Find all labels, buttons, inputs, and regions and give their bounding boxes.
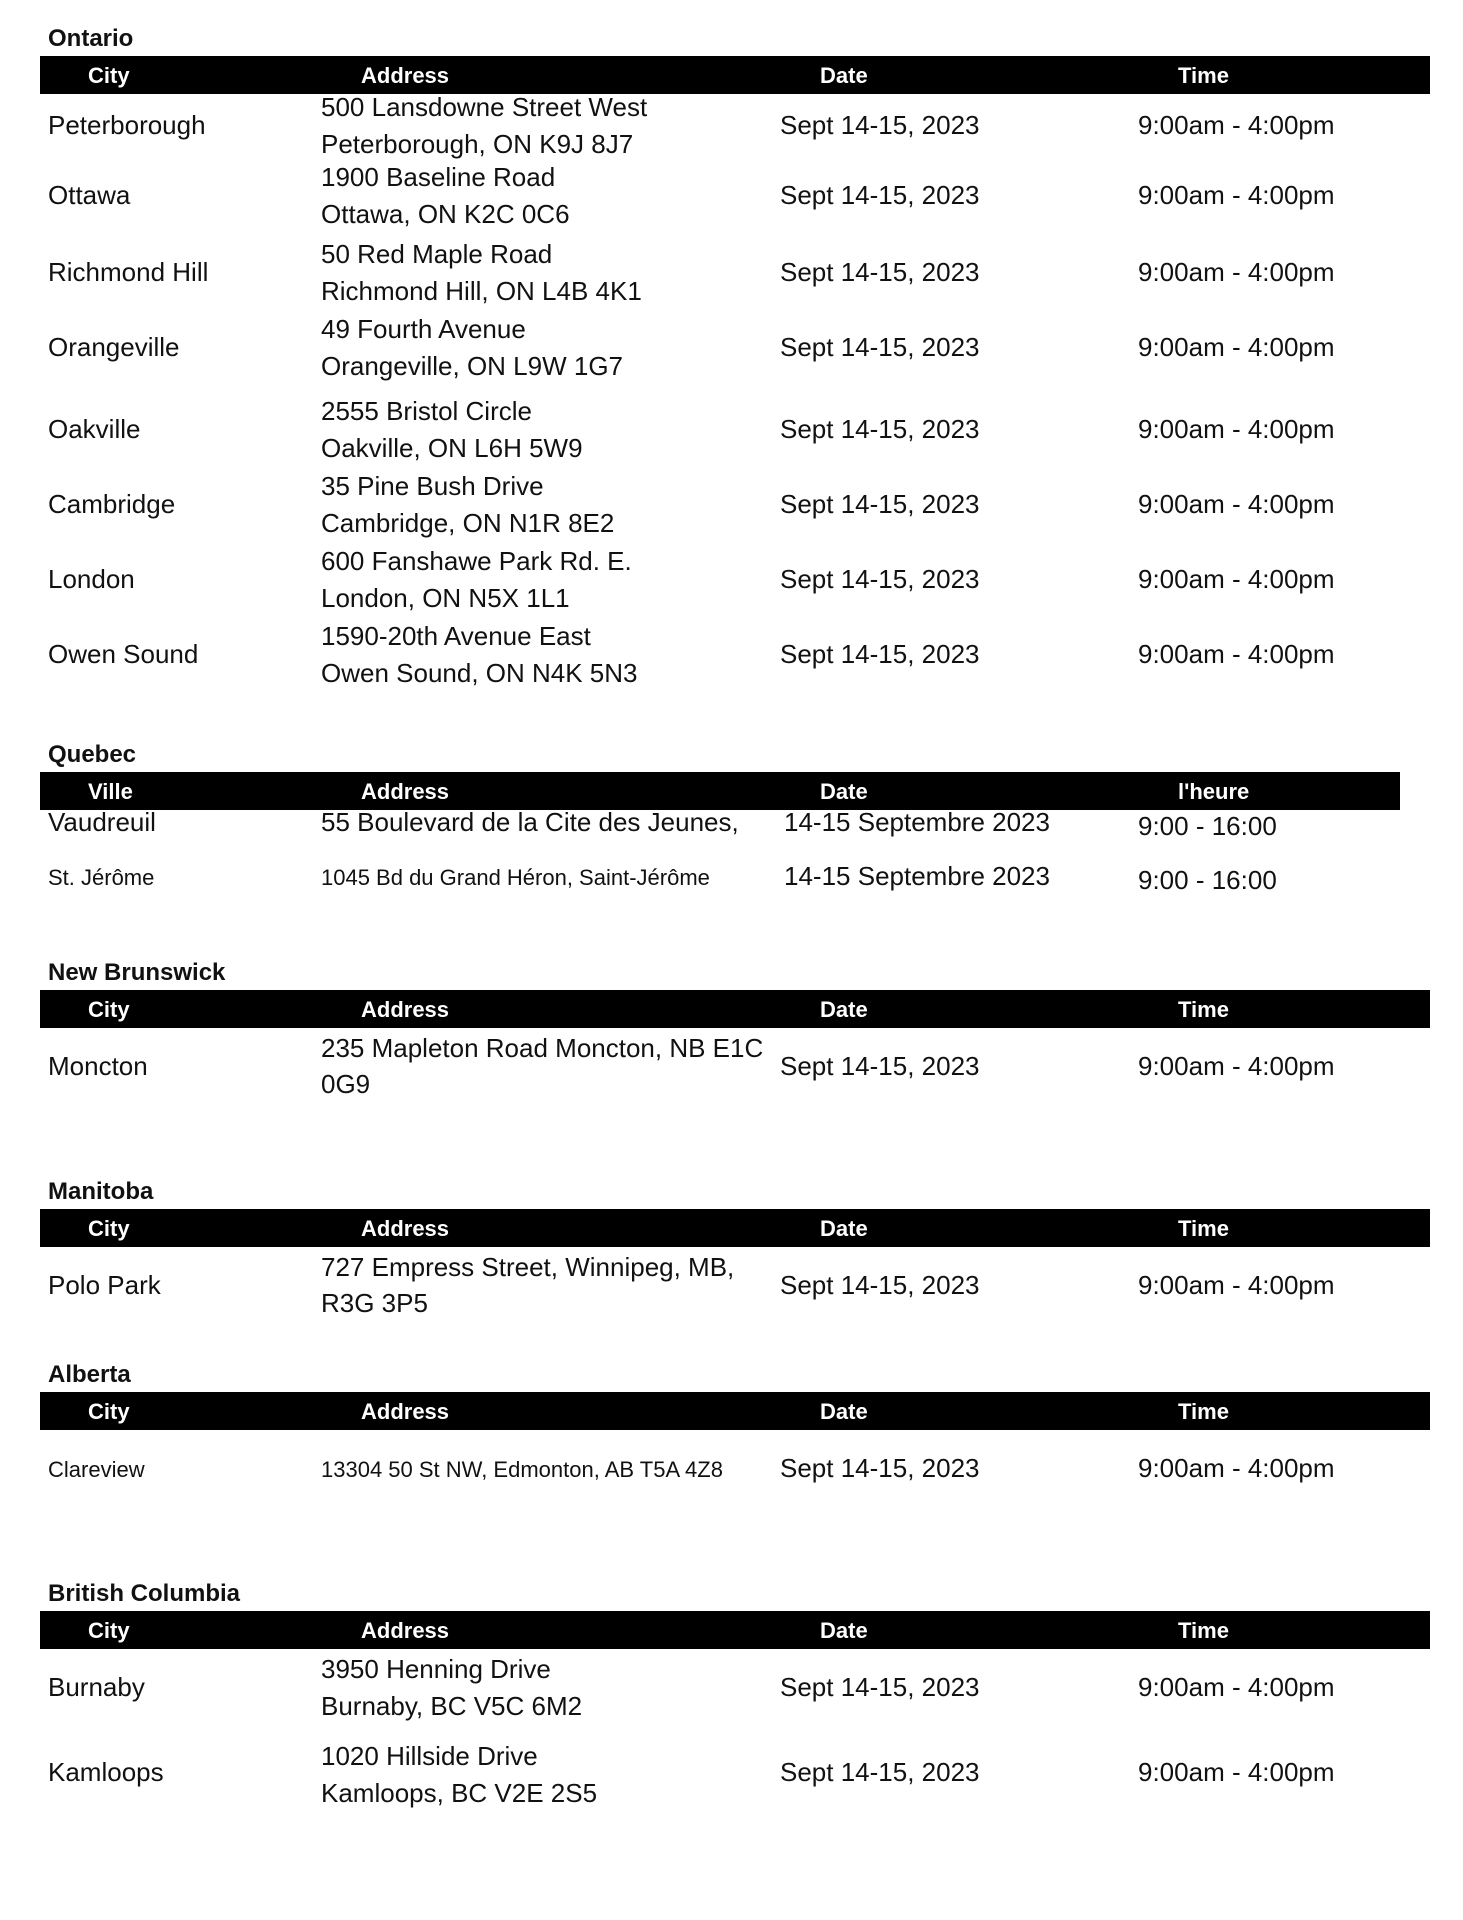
header-time: Time bbox=[1178, 1618, 1229, 1643]
time-cell: 9:00am - 4:00pm bbox=[1138, 1453, 1335, 1483]
address-line-1: 600 Fanshawe Park Rd. E. bbox=[321, 546, 632, 576]
time-cell: 9:00am - 4:00pm bbox=[1138, 489, 1335, 519]
date-cell: Sept 14-15, 2023 bbox=[780, 1270, 980, 1300]
address-cell: 1045 Bd du Grand Héron, Saint-Jérôme bbox=[321, 865, 710, 890]
date-cell: Sept 14-15, 2023 bbox=[780, 639, 980, 669]
header-address: Address bbox=[361, 779, 450, 804]
section-title-ontario: Ontario bbox=[48, 25, 134, 52]
date-cell: Sept 14-15, 2023 bbox=[780, 1453, 980, 1483]
date-cell: Sept 14-15, 2023 bbox=[780, 1757, 980, 1787]
address-line-1: 1590-20th Avenue East bbox=[321, 621, 591, 651]
address-line-2: Richmond Hill, ON L4B 4K1 bbox=[321, 276, 642, 306]
section-title-british-columbia: British Columbia bbox=[48, 1580, 241, 1607]
header-address: Address bbox=[361, 63, 450, 88]
time-cell: 9:00am - 4:00pm bbox=[1138, 1051, 1335, 1081]
city-cell: Oakville bbox=[48, 414, 141, 444]
address-line-2: London, ON N5X 1L1 bbox=[321, 583, 570, 613]
header-city: City bbox=[88, 997, 130, 1022]
address-line-1: 35 Pine Bush Drive bbox=[321, 471, 544, 501]
address-cell: 55 Boulevard de la Cite des Jeunes, bbox=[321, 807, 739, 837]
time-cell: 9:00am - 4:00pm bbox=[1138, 414, 1335, 444]
header-address: Address bbox=[361, 1216, 450, 1241]
table-header-british-columbia bbox=[40, 1611, 1430, 1649]
header-date: Date bbox=[820, 779, 868, 804]
header-address: Address bbox=[361, 997, 450, 1022]
table-header-ontario bbox=[40, 56, 1430, 94]
header-city: City bbox=[88, 1216, 130, 1241]
header-date: Date bbox=[820, 1399, 868, 1424]
address-line-2: Cambridge, ON N1R 8E2 bbox=[321, 508, 615, 538]
city-cell: Peterborough bbox=[48, 110, 206, 140]
date-cell: Sept 14-15, 2023 bbox=[780, 1051, 980, 1081]
section-title-quebec: Quebec bbox=[48, 741, 137, 768]
date-cell: Sept 14-15, 2023 bbox=[780, 257, 980, 287]
city-cell: St. Jérôme bbox=[48, 865, 155, 890]
address-cell: 13304 50 St NW, Edmonton, AB T5A 4Z8 bbox=[321, 1457, 723, 1482]
time-cell: 9:00am - 4:00pm bbox=[1138, 332, 1335, 362]
section-title-new-brunswick: New Brunswick bbox=[48, 959, 226, 986]
address-line-1: 2555 Bristol Circle bbox=[321, 396, 532, 426]
header-address: Address bbox=[361, 1618, 450, 1643]
city-cell: Polo Park bbox=[48, 1270, 161, 1300]
address-line-2: Kamloops, BC V2E 2S5 bbox=[321, 1778, 598, 1808]
city-cell: Vaudreuil bbox=[48, 807, 156, 837]
header-address: Address bbox=[361, 1399, 450, 1424]
address-line-2: Oakville, ON L6H 5W9 bbox=[321, 433, 583, 463]
city-cell: Ottawa bbox=[48, 180, 131, 210]
header-time: Time bbox=[1178, 1216, 1229, 1241]
table-header-new-brunswick bbox=[40, 990, 1430, 1028]
header-date: Date bbox=[820, 63, 868, 88]
address-line-1: 500 Lansdowne Street West bbox=[321, 92, 648, 122]
address-line-2: Orangeville, ON L9W 1G7 bbox=[321, 351, 624, 381]
date-cell: Sept 14-15, 2023 bbox=[780, 180, 980, 210]
date-cell: Sept 14-15, 2023 bbox=[780, 110, 980, 140]
address-line-2: Ottawa, ON K2C 0C6 bbox=[321, 199, 570, 229]
time-cell: 9:00 - 16:00 bbox=[1138, 811, 1277, 841]
time-cell: 9:00am - 4:00pm bbox=[1138, 1270, 1335, 1300]
time-cell: 9:00 - 16:00 bbox=[1138, 865, 1277, 895]
header-city: Ville bbox=[88, 779, 133, 804]
date-cell: Sept 14-15, 2023 bbox=[780, 414, 980, 444]
date-cell: Sept 14-15, 2023 bbox=[780, 564, 980, 594]
city-cell: Orangeville bbox=[48, 332, 180, 362]
header-time: Time bbox=[1178, 1399, 1229, 1424]
section-title-manitoba: Manitoba bbox=[48, 1178, 154, 1205]
time-cell: 9:00am - 4:00pm bbox=[1138, 564, 1335, 594]
city-cell: Richmond Hill bbox=[48, 257, 209, 287]
time-cell: 9:00am - 4:00pm bbox=[1138, 1757, 1335, 1787]
date-cell: 14-15 Septembre 2023 bbox=[784, 807, 1050, 837]
header-date: Date bbox=[820, 997, 868, 1022]
table-header-alberta bbox=[40, 1392, 1430, 1430]
header-time: l'heure bbox=[1178, 779, 1250, 804]
header-date: Date bbox=[820, 1216, 868, 1241]
date-cell: Sept 14-15, 2023 bbox=[780, 332, 980, 362]
date-cell: 14-15 Septembre 2023 bbox=[784, 861, 1050, 891]
header-city: City bbox=[88, 1399, 130, 1424]
city-cell: Moncton bbox=[48, 1051, 148, 1081]
time-cell: 9:00am - 4:00pm bbox=[1138, 110, 1335, 140]
address-line-2: Peterborough, ON K9J 8J7 bbox=[321, 129, 634, 159]
header-city: City bbox=[88, 63, 130, 88]
date-cell: Sept 14-15, 2023 bbox=[780, 1672, 980, 1702]
section-title-alberta: Alberta bbox=[48, 1361, 131, 1388]
address-cell: 727 Empress Street, Winnipeg, MB, R3G 3P5 bbox=[321, 1252, 735, 1318]
date-cell: Sept 14-15, 2023 bbox=[780, 489, 980, 519]
city-cell: London bbox=[48, 564, 135, 594]
city-cell: Clareview bbox=[48, 1457, 145, 1482]
header-time: Time bbox=[1178, 63, 1229, 88]
city-cell: Kamloops bbox=[48, 1757, 164, 1787]
address-line-1: 3950 Henning Drive bbox=[321, 1654, 551, 1684]
address-line-1: 1900 Baseline Road bbox=[321, 162, 556, 192]
time-cell: 9:00am - 4:00pm bbox=[1138, 1672, 1335, 1702]
header-city: City bbox=[88, 1618, 130, 1643]
city-cell: Cambridge bbox=[48, 489, 176, 519]
address-line-2: Burnaby, BC V5C 6M2 bbox=[321, 1691, 583, 1721]
address-line-1: 50 Red Maple Road bbox=[321, 239, 553, 269]
address-line-1: 49 Fourth Avenue bbox=[321, 314, 526, 344]
time-cell: 9:00am - 4:00pm bbox=[1138, 639, 1335, 669]
time-cell: 9:00am - 4:00pm bbox=[1138, 257, 1335, 287]
address-line-2: Owen Sound, ON N4K 5N3 bbox=[321, 658, 638, 688]
time-cell: 9:00am - 4:00pm bbox=[1138, 180, 1335, 210]
city-cell: Burnaby bbox=[48, 1672, 145, 1702]
address-cell: 235 Mapleton Road Moncton, NB E1C 0G9 bbox=[321, 1033, 764, 1099]
address-line-1: 1020 Hillside Drive bbox=[321, 1741, 538, 1771]
header-time: Time bbox=[1178, 997, 1229, 1022]
city-cell: Owen Sound bbox=[48, 639, 199, 669]
table-header-manitoba bbox=[40, 1209, 1430, 1247]
header-date: Date bbox=[820, 1618, 868, 1643]
